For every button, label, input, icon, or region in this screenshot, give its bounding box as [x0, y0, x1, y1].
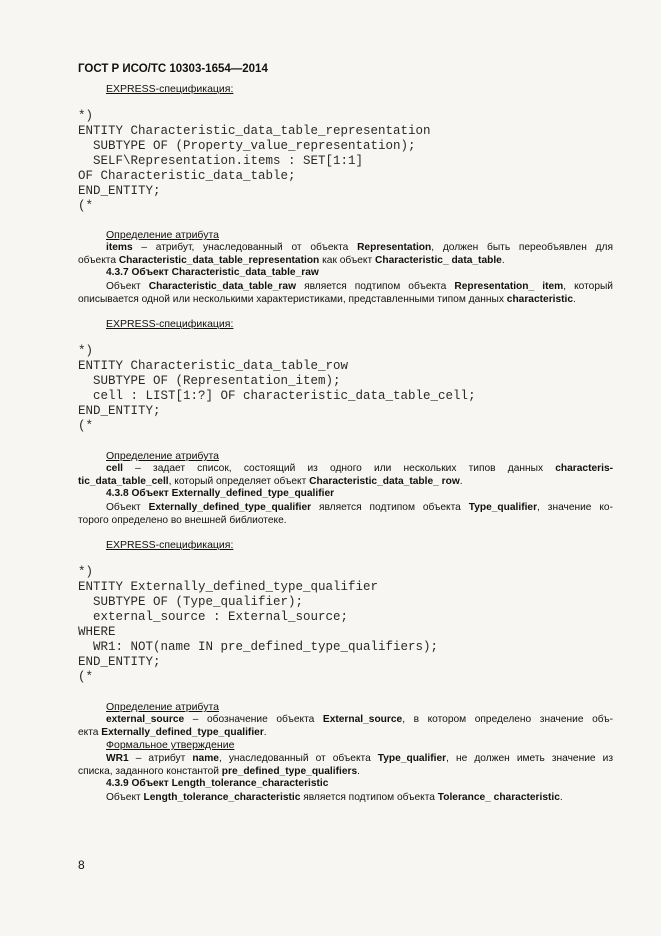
attribute-definition-label: Определение атрибута [106, 229, 219, 241]
attribute-paragraph: external_source – обозначение объекта External_source, в котором определено значение объ- екта Externally_defined_type_qualifier. [78, 714, 614, 738]
attribute-paragraph: items – атрибут, унаследованный от объекта Representation, должен быть переобъявлен для объекта Characteristic_data_table_representation как объект Characteristic_ data_table. [78, 242, 613, 266]
section-paragraph: Объект Externally_defined_type_qualifier является подтипом объекта Type_qualifier, значение ко- торого определено во внешней библиотеке. [78, 502, 613, 526]
document-header: ГОСТ Р ИСО/ТС 10303-1654—2014 [78, 63, 268, 75]
express-spec-label: EXPRESS-спецификация: [106, 83, 234, 95]
express-code-block: *) ENTITY Characteristic_data_table_row SUBTYPE OF (Representation_item); cell : LIST[1:?] OF characteristic_data_table_cell; END_ENTITY; (* [78, 344, 476, 433]
express-code-block: *) ENTITY Externally_defined_type_qualifier SUBTYPE OF (Type_qualifier); external_source : External_source; WHERE WR1: NOT(name IN pre_defined_type_qualifiers); END_ENTITY; (* [78, 565, 439, 684]
formal-statement-label: Формальное утверждение [106, 739, 235, 751]
page-number: 8 [78, 858, 85, 872]
section-paragraph: Объект Length_tolerance_characteristic является подтипом объекта Tolerance_ characteristic. [106, 792, 563, 803]
express-spec-label: EXPRESS-спецификация: [106, 318, 234, 330]
section-paragraph: Объект Characteristic_data_table_raw является подтипом объекта Representation_ item, который описывается одной или несколькими характеристиками, представленными типом данных characteristic. [78, 281, 613, 305]
attribute-paragraph: cell – задает список, состоящий из одного или нескольких типов данных characteris- tic_data_table_cell, который определяет объект Characteristic_data_table_ row. [78, 463, 613, 487]
section-heading: 4.3.8 Объект Externally_defined_type_qualifier [106, 488, 335, 499]
formal-statement-paragraph: WR1 – атрибут name, унаследованный от объекта Type_qualifier, не должен иметь значение из списка, заданного константой pre_defined_type_qualifiers. [78, 753, 613, 777]
attribute-definition-label: Определение атрибута [106, 701, 219, 713]
section-heading: 4.3.9 Объект Length_tolerance_characteristic [106, 778, 329, 789]
section-heading: 4.3.7 Объект Characteristic_data_table_raw [106, 267, 319, 278]
express-spec-label: EXPRESS-спецификация: [106, 539, 234, 551]
express-code-block: *) ENTITY Characteristic_data_table_representation SUBTYPE OF (Property_value_representation); SELF\Representation.items : SET[1:1] OF Characteristic_data_table; END_ENTITY; (* [78, 109, 431, 213]
attribute-definition-label: Определение атрибута [106, 450, 219, 462]
